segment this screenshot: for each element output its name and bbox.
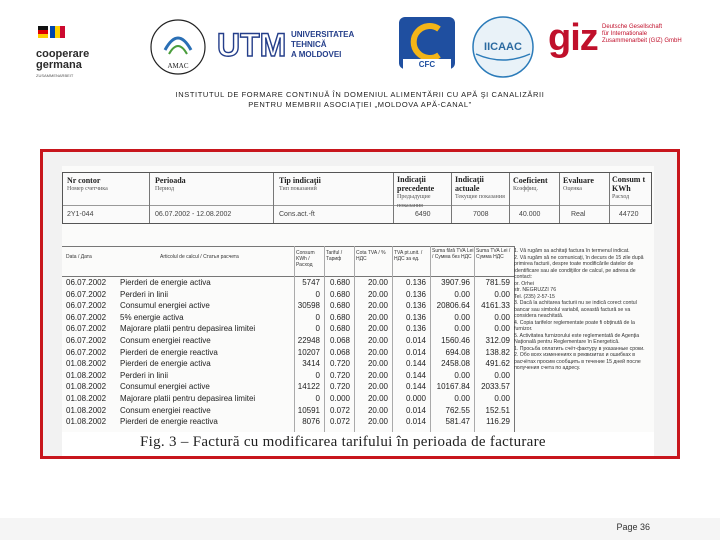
cell-date: 06.07.2002 [66, 336, 107, 345]
cell-date: 01.08.2002 [66, 370, 107, 380]
cell-tarif: 0.072 [329, 417, 350, 427]
figure-caption: Fig. 3 – Factură cu modificarea tarifului în perioada de facturare [140, 434, 546, 450]
cell-vat: 0.00 [494, 324, 510, 334]
cell-article: Perderi in linii [120, 370, 169, 380]
cell-tarif: 0.720 [329, 382, 350, 392]
cell-tva: 0.144 [405, 370, 426, 380]
utm-letters: UTM [217, 27, 287, 63]
cell-article: Majorare platii pentru depasirea limitei [120, 394, 256, 403]
cell-date: 01.08.2002 [66, 359, 107, 369]
table-row [62, 382, 512, 394]
cell-sum: 0.00 [454, 370, 470, 380]
cell-vat: 0.00 [494, 289, 510, 299]
cell-cota: 20.00 [367, 370, 388, 380]
cell-cota: 20.00 [367, 405, 388, 415]
cell-tva: 0.136 [405, 301, 426, 311]
cell-kwh: 8076 [302, 417, 320, 427]
cell-kwh: 0 [315, 312, 320, 322]
institute-line2: PENTRU MEMBRII ASOCIAŢIEI „MOLDOVA APĂ-CANAL” [248, 100, 472, 109]
iicaac-logo [468, 14, 538, 80]
table-row [62, 417, 512, 429]
amac-emblem-icon [143, 16, 213, 78]
cell-tarif: 0.680 [329, 312, 350, 322]
giz-line1: Deutsche Gesellschaft [602, 24, 663, 30]
cooperare-flags-icon [36, 20, 126, 44]
cell-tarif: 0.720 [329, 359, 350, 369]
val-current: 7008 [473, 211, 489, 218]
table-row [62, 359, 512, 371]
cell-date: 01.08.2002 [66, 382, 107, 392]
giz-line3: Zusammenarbeit (GIZ) GmbH [602, 38, 682, 44]
cell-vat: 138.82 [485, 347, 510, 357]
cell-kwh: 5747 [302, 278, 320, 287]
cell-tva: 0.000 [405, 394, 426, 403]
cell-article: Consum energiei reactive [120, 405, 211, 415]
cell-date: 06.07.2002 [66, 312, 107, 322]
header-type: Tip indicaţii Тип показаний [279, 176, 321, 192]
caption-box [62, 432, 654, 456]
col-cota: Cota TVA / % НДС [356, 250, 386, 262]
coop-line1: cooperare [36, 48, 90, 60]
cell-kwh: 10591 [297, 405, 320, 415]
cell-article: Pierderi de energie reactiva [120, 347, 218, 357]
cell-tva: 0.014 [405, 336, 426, 345]
cell-kwh: 3414 [302, 359, 320, 369]
giz-word: giz [548, 17, 598, 59]
cell-tva: 0.014 [405, 417, 426, 427]
invoice-lines-table [62, 246, 512, 432]
cell-date: 06.07.2002 [66, 289, 107, 299]
utm-letters-icon [215, 22, 287, 66]
cell-tva: 0.014 [405, 347, 426, 357]
note-line: 3. Dacă la achitarea facturii nu se indică corect contul bancar sau simbolul variabil, această factură se va considera neachitată. [514, 300, 637, 319]
note-line: Tel. (235) 2-57-15 [514, 293, 555, 300]
iicaac-label: IICAAC [484, 41, 522, 53]
table-row [62, 394, 512, 406]
cell-sum: 0.00 [454, 312, 470, 322]
cell-tva: 0.014 [405, 405, 426, 415]
header-period: Perioada Период [155, 176, 186, 192]
giz-logo [548, 17, 698, 76]
cell-cota: 20.00 [367, 347, 388, 357]
header-meter: Nr contor Номер счетчика [67, 176, 108, 192]
col-tarif: Tariful / Тариф [326, 250, 343, 262]
cell-tva: 0.144 [405, 382, 426, 392]
cell-tarif: 0.680 [329, 301, 350, 311]
cell-date: 01.08.2002 [66, 394, 107, 403]
cell-sum: 0.00 [454, 394, 470, 403]
table-row [62, 336, 512, 348]
cell-vat: 116.29 [486, 417, 510, 427]
table-row [62, 313, 512, 325]
col-tva-unit: TVA pt.unit. / НДС за ед. [394, 250, 423, 262]
header-coef: Coeficient Коэффиц. [513, 176, 548, 192]
cell-date: 01.08.2002 [66, 405, 107, 415]
col-sum-tva: Suma TVA Lei / Сумма НДС [476, 248, 511, 260]
cell-vat: 0.00 [494, 394, 510, 403]
institute-heading [0, 90, 720, 110]
cell-tva: 0.136 [405, 312, 426, 322]
cell-kwh: 0 [315, 394, 320, 403]
utm-line1: UNIVERSITATEA TEHNICĂ [291, 30, 354, 49]
cell-tva: 0.136 [405, 289, 426, 299]
col-kwh: Consum KWh / Расход [296, 250, 315, 268]
val-coef: 40.000 [519, 211, 541, 218]
cell-kwh: 10207 [297, 347, 320, 357]
note-line: 2. Обо всех изменениях в реквизитах и ошибках в расчётах просим сообщить в течение 15 дней после получения счета по адресу. [514, 352, 641, 371]
cell-tva: 0.136 [405, 278, 426, 287]
cell-date: 06.07.2002 [66, 324, 107, 334]
cell-cota: 20.00 [367, 336, 388, 345]
cell-date: 01.08.2002 [66, 417, 107, 427]
invoice-scan [62, 166, 654, 432]
cell-article: Pierderi de energie reactiva [120, 417, 218, 427]
invoice-figure-frame [40, 149, 680, 459]
cell-article: Perderi in linii [120, 289, 169, 299]
amac-logo [143, 16, 213, 78]
cell-cota: 20.00 [367, 289, 388, 299]
val-consum: 44720 [619, 211, 639, 218]
cell-kwh: 14122 [297, 382, 320, 392]
note-line: 4. Copia tarifelor reglementate poate fi obţinută de la furnizor. [514, 319, 635, 332]
col-sum-no-tva: Suma fără TVA Lei / Сумма без НДС [432, 248, 474, 260]
cell-tarif: 0.000 [329, 394, 350, 403]
cell-cota: 20.00 [367, 324, 388, 334]
table-row [62, 301, 512, 313]
cell-sum: 762.55 [445, 405, 470, 415]
cell-tva: 0.136 [405, 324, 426, 334]
cell-sum: 20806.64 [436, 301, 470, 311]
institute-line1: INSTITUTUL DE FORMARE CONTINUĂ ÎN DOMENIUL ALIMENTĂRII CU APĂ ŞI CANALIZĂRII [175, 90, 545, 99]
note-line: 1. Vă rugăm sa achitaţi factura în termenul indicat. [514, 248, 630, 254]
cell-tarif: 0.680 [329, 289, 350, 299]
cell-article: Consumul energiei active [120, 382, 210, 392]
val-period: 06.07.2002 - 12.08.2002 [155, 211, 232, 218]
cell-vat: 491.62 [485, 359, 510, 369]
cell-tarif: 0.072 [329, 405, 350, 415]
val-meter: 2Y1-044 [67, 211, 94, 218]
cell-cota: 20.00 [367, 394, 388, 403]
coop-line2: germana [36, 59, 82, 71]
val-type: Cons.act.-ft [279, 211, 315, 218]
cell-date: 06.07.2002 [66, 301, 107, 311]
cell-kwh: 0 [315, 289, 320, 299]
cell-tarif: 0.068 [329, 347, 350, 357]
cell-cota: 20.00 [367, 417, 388, 427]
cell-tva: 0.144 [405, 359, 426, 369]
note-line: 2. Vă rugăm să ne comunicaţi, în decurs de 15 zile după primirea facturii, despre toate modificările datelor de identificare sau ale condiţiilor de calcul, pe adresa de contact: [514, 254, 644, 280]
cell-article: Majorare platii pentru depasirea limitei [120, 324, 256, 334]
table-row [62, 278, 512, 290]
cell-sum: 0.00 [454, 289, 470, 299]
cell-kwh: 30598 [297, 301, 320, 311]
cell-article: Consumul energiei active [120, 301, 210, 311]
cell-article: Pierderi de energie activa [120, 359, 211, 369]
cell-sum: 10167.84 [436, 382, 470, 392]
header-consum: Consum t KWh Расход [612, 175, 646, 200]
note-line: str. NEGRUZZI 76 [514, 287, 557, 293]
cell-cota: 20.00 [367, 382, 388, 392]
cell-tarif: 0.068 [329, 336, 350, 345]
cell-sum: 581.47 [445, 417, 470, 427]
cell-sum: 2458.08 [441, 359, 470, 369]
cell-cota: 20.00 [367, 359, 388, 369]
note-line: 5. Activitatea furnizorului este reglementată de Agenţia Naţională pentru Reglementare în Energetică. [514, 332, 640, 345]
cell-date: 06.07.2002 [66, 278, 107, 287]
table-row [62, 348, 512, 360]
table-row [62, 324, 512, 336]
cell-vat: 152.51 [485, 405, 510, 415]
cfc-emblem-icon [395, 15, 465, 75]
cell-tarif: 0.680 [329, 278, 350, 287]
cell-article: Pierderi de energie activa [120, 278, 211, 287]
coop-sub: ZUSAMMENARBEIT [36, 73, 74, 78]
cell-sum: 1560.46 [441, 336, 470, 345]
cell-vat: 0.00 [494, 312, 510, 322]
cell-sum: 694.08 [445, 347, 470, 357]
header-current: Indicaţii actuale Текущие показания [455, 175, 505, 200]
table-row [62, 406, 512, 418]
invoice-notes [514, 248, 654, 372]
note-line: or. Orhei [514, 280, 534, 287]
cell-vat: 781.59 [485, 278, 510, 287]
cell-sum: 3907.96 [441, 278, 470, 287]
cfc-logo [395, 15, 465, 75]
note-line: 1. Просьба оплатить счёт-фактуру в указанные сроки. [514, 345, 645, 352]
amac-label: AMAC [167, 62, 189, 70]
cell-kwh: 0 [315, 370, 320, 380]
val-eval: Real [571, 211, 586, 218]
invoice-header-table [62, 172, 652, 224]
val-previous: 6490 [415, 211, 431, 218]
col-date: Data / Дата [66, 254, 92, 260]
table-row [62, 371, 512, 383]
cell-vat: 4161.33 [481, 301, 510, 311]
utm-line2: A MOLDOVEI [291, 50, 342, 59]
header-eval: Evaluare Оценка [563, 176, 594, 192]
table-row [62, 290, 512, 302]
cell-cota: 20.00 [367, 301, 388, 311]
page-number: Page 36 [616, 522, 650, 532]
cell-article: Consum energiei reactive [120, 336, 211, 345]
header-previous: Indicaţii precedente Предыдущие показания [397, 175, 435, 209]
cell-tarif: 0.680 [329, 324, 350, 334]
cell-article: 5% energie activa [120, 312, 184, 322]
cooperare-germana-logo [36, 20, 126, 80]
cell-kwh: 22948 [297, 336, 320, 345]
cell-cota: 20.00 [367, 278, 388, 287]
cell-cota: 20.00 [367, 312, 388, 322]
cell-vat: 2033.57 [481, 382, 510, 392]
giz-line2: für Internationale [602, 31, 648, 37]
footer-bar [0, 518, 720, 540]
cell-tarif: 0.720 [329, 370, 350, 380]
utm-logo [215, 22, 385, 66]
col-article: Articolul de calcul / Статья расчета [160, 254, 239, 260]
cell-vat: 312.09 [485, 336, 510, 345]
cfc-label: CFC [418, 60, 436, 69]
cell-sum: 0.00 [454, 324, 470, 334]
cell-vat: 0.00 [494, 370, 510, 380]
cell-date: 06.07.2002 [66, 347, 107, 357]
cell-kwh: 0 [315, 324, 320, 334]
iicaac-emblem-icon [468, 14, 538, 80]
